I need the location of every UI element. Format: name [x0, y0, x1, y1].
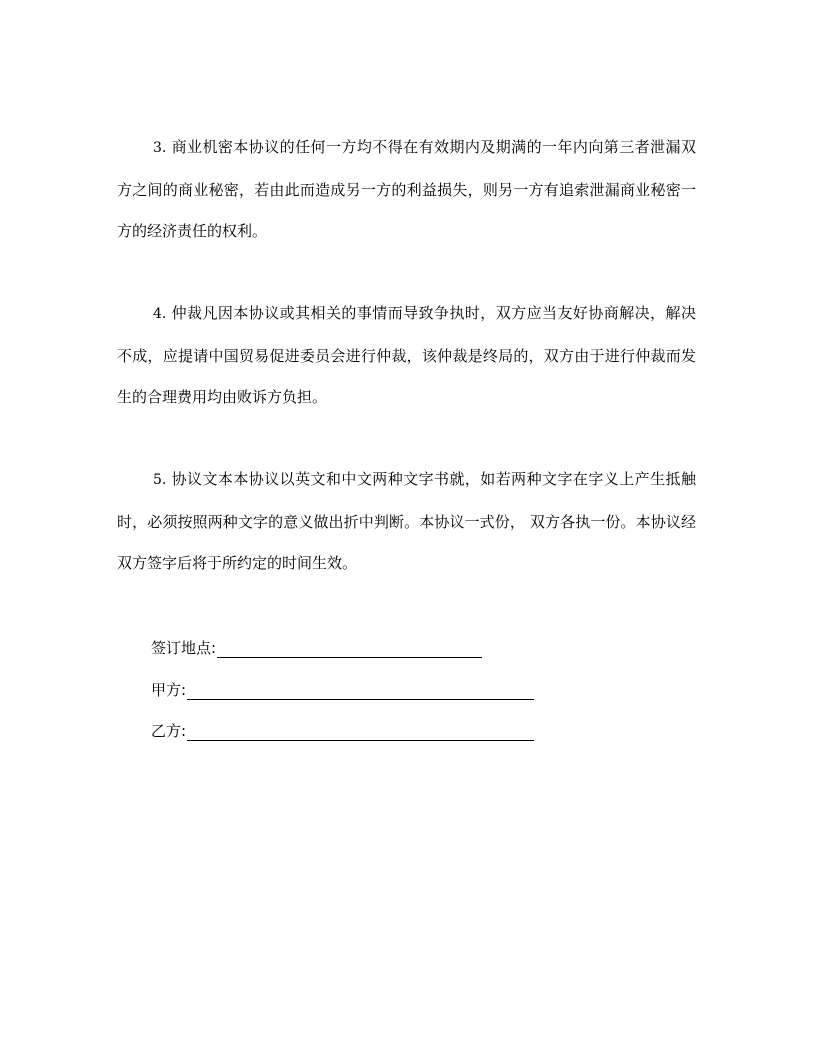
party-a-label: 甲方: [151, 681, 187, 699]
clause-4 [117, 293, 696, 419]
clause-number: 5. [153, 472, 167, 488]
party-a-blank[interactable] [187, 681, 534, 700]
clause-text: 仲裁凡因本协议或其相关的事情而导致争执时，双方应当友好协商解决，解决不成，应提请中国贸易促进委员会进行仲裁，该仲裁是终局的，双方由于进行仲裁而发生的合理费用均由败诉方负担。 [117, 304, 696, 406]
clause-number: 4. [153, 306, 167, 322]
signing-place-blank[interactable] [217, 639, 482, 658]
clause-5 [117, 459, 696, 585]
party-b-blank[interactable] [187, 722, 534, 741]
signing-place-label: 签订地点: [151, 639, 217, 657]
clause-text: 商业机密本协议的任何一方均不得在有效期内及期满的一年内向第三者泄漏双方之间的商业秘密，若由此而造成另一方的利益损失，则另一方有追索泄漏商业秘密一方的经济责任的权利。 [117, 138, 696, 240]
party-b-line [151, 719, 534, 741]
clause-number: 3. [153, 140, 167, 156]
clause-text: 协议文本本协议以英文和中文两种文字书就，如若两种文字在字义上产生抵触时，必须按照两种文字的意义做出折中判断。本协议一式份， 双方各执一份。本协议经双方签字后将于所约定的时间生效。 [117, 470, 696, 572]
clause-3 [117, 127, 696, 253]
party-a-line [151, 678, 534, 700]
party-b-label: 乙方: [151, 722, 187, 740]
signing-place-line [151, 636, 482, 658]
